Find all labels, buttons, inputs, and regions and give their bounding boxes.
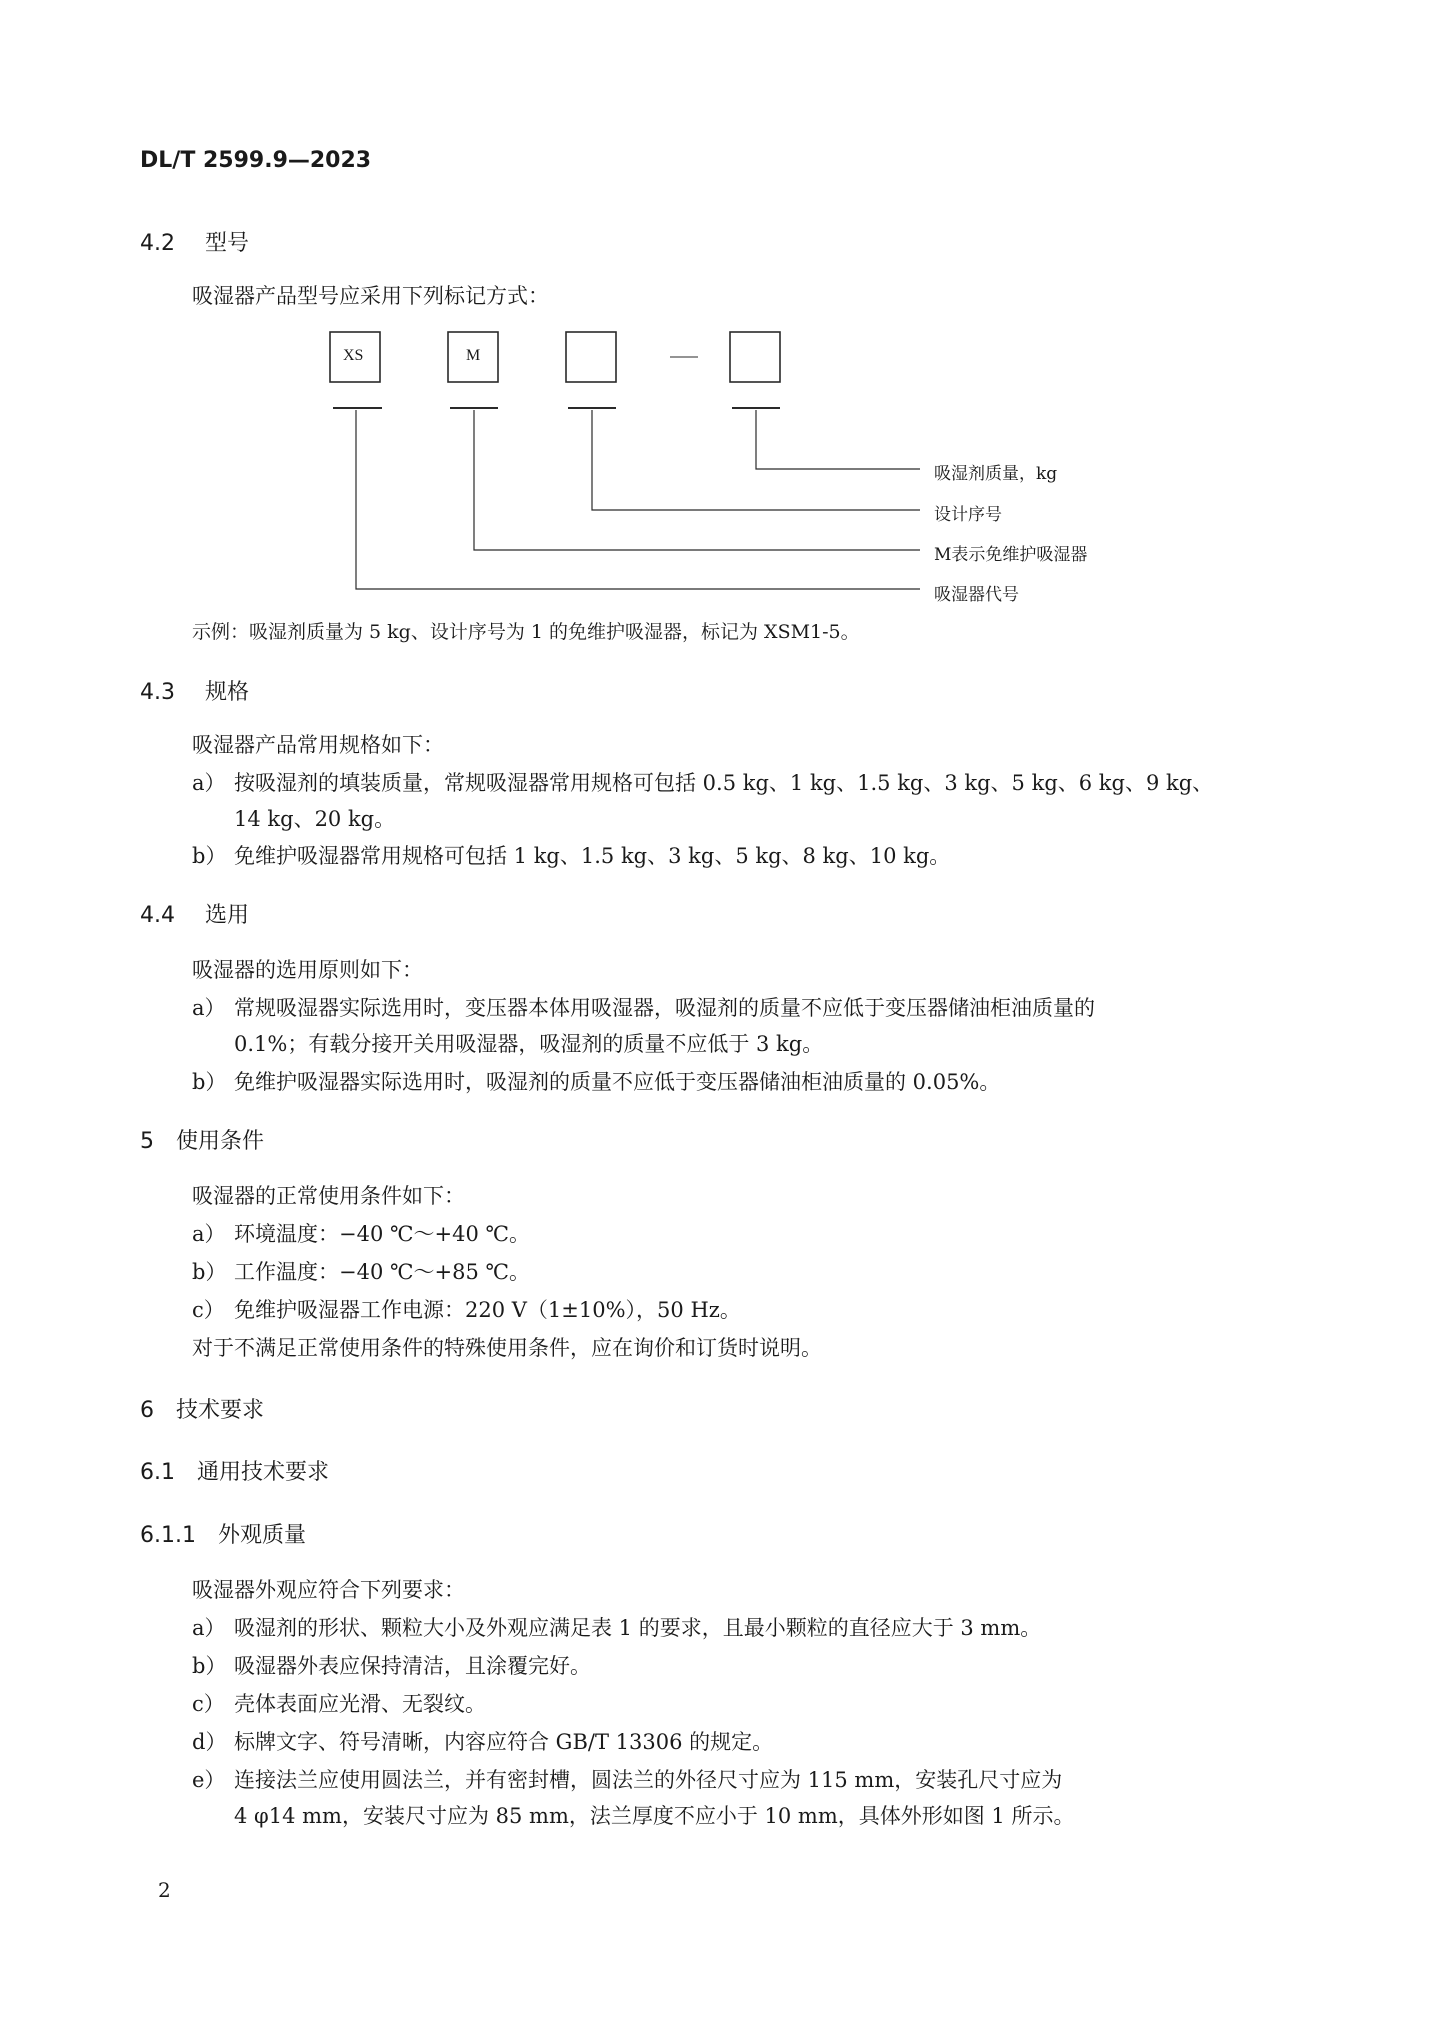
list-label: c） bbox=[192, 1298, 225, 1322]
section-number: 4.2 bbox=[140, 231, 175, 256]
section-heading-6-1-1 bbox=[140, 1518, 306, 1549]
section-title: 型号 bbox=[205, 231, 250, 256]
section-number: 4.3 bbox=[140, 680, 175, 705]
leader-line bbox=[756, 410, 920, 469]
list-label: c） bbox=[192, 1692, 225, 1716]
box-label-xs: XS bbox=[343, 347, 364, 364]
section-heading-4-4 bbox=[140, 898, 249, 929]
list-item: 免维护吸湿器工作电源：220 V（1±10%），50 Hz。 bbox=[234, 1298, 741, 1322]
list-label: b） bbox=[192, 1070, 227, 1094]
list-item: 连接法兰应使用圆法兰，并有密封槽，圆法兰的外径尺寸应为 115 mm，安装孔尺寸应为 bbox=[234, 1768, 1063, 1792]
section-heading-4-3 bbox=[140, 675, 249, 706]
section-number: 4.4 bbox=[140, 903, 175, 928]
section-heading-6-1 bbox=[140, 1455, 329, 1486]
legend-product-code: 吸湿器代号 bbox=[934, 585, 1019, 605]
list-item: 工作温度：−40 ℃～+85 ℃。 bbox=[234, 1260, 530, 1284]
paragraph: 吸湿器的选用原则如下： bbox=[192, 958, 423, 982]
section-title: 选用 bbox=[205, 903, 250, 928]
list-item: 免维护吸湿器实际选用时，吸湿剂的质量不应低于变压器储油柜油质量的 0.05%。 bbox=[234, 1070, 1001, 1094]
list-item-continued: 14 kg、20 kg。 bbox=[234, 807, 396, 831]
section-title: 技术要求 bbox=[176, 1398, 265, 1423]
leader-line bbox=[474, 410, 920, 550]
list-label: d） bbox=[192, 1730, 227, 1754]
section-title: 规格 bbox=[205, 680, 250, 705]
section-title: 外观质量 bbox=[217, 1523, 306, 1548]
legend-maintenance-free: M表示免维护吸湿器 bbox=[934, 545, 1088, 565]
list-label: a） bbox=[192, 996, 226, 1020]
example-note: 示例：吸湿剂质量为 5 kg、设计序号为 1 的免维护吸湿器，标记为 XSM1-5。 bbox=[192, 621, 860, 643]
code-box bbox=[730, 332, 780, 382]
paragraph: 吸湿器的正常使用条件如下： bbox=[192, 1184, 465, 1208]
page-number: 2 bbox=[158, 1878, 171, 1902]
list-item: 标牌文字、符号清晰，内容应符合 GB/T 13306 的规定。 bbox=[234, 1730, 774, 1754]
list-item: 壳体表面应光滑、无裂纹。 bbox=[234, 1692, 486, 1716]
list-label: a） bbox=[192, 771, 226, 795]
leader-line bbox=[356, 410, 920, 589]
box-label-m: M bbox=[466, 347, 481, 364]
legend-design-serial: 设计序号 bbox=[934, 505, 1002, 525]
list-item-continued: 0.1%；有载分接开关用吸湿器，吸湿剂的质量不应低于 3 kg。 bbox=[234, 1032, 824, 1056]
standard-code: DL/T 2599.9—2023 bbox=[140, 148, 372, 173]
section-number: 5 bbox=[140, 1129, 154, 1154]
section-number: 6.1 bbox=[140, 1460, 175, 1485]
list-item-continued: 4 φ14 mm，安装尺寸应为 85 mm，法兰厚度不应小于 10 mm，具体外形如图 1 所示。 bbox=[234, 1804, 1075, 1828]
paragraph: 吸湿器产品型号应采用下列标记方式： bbox=[192, 284, 549, 308]
section-heading-6 bbox=[140, 1393, 264, 1424]
paragraph: 对于不满足正常使用条件的特殊使用条件，应在询价和订货时说明。 bbox=[192, 1336, 822, 1360]
code-box bbox=[566, 332, 616, 382]
list-item: 吸湿剂的形状、颗粒大小及外观应满足表 1 的要求，且最小颗粒的直径应大于 3 mm。 bbox=[234, 1616, 1042, 1640]
list-label: b） bbox=[192, 844, 227, 868]
legend-desiccant-mass: 吸湿剂质量，kg bbox=[934, 464, 1058, 484]
section-heading-5 bbox=[140, 1124, 264, 1155]
list-item: 环境温度：−40 ℃～+40 ℃。 bbox=[234, 1222, 530, 1246]
list-label: b） bbox=[192, 1654, 227, 1678]
list-label: a） bbox=[192, 1222, 226, 1246]
list-label: b） bbox=[192, 1260, 227, 1284]
section-number: 6 bbox=[140, 1398, 154, 1423]
section-title: 使用条件 bbox=[176, 1129, 265, 1154]
list-item: 常规吸湿器实际选用时，变压器本体用吸湿器，吸湿剂的质量不应低于变压器储油柜油质量的 bbox=[234, 996, 1095, 1020]
paragraph: 吸湿器产品常用规格如下： bbox=[192, 733, 444, 757]
list-item: 按吸湿剂的填装质量，常规吸湿器常用规格可包括 0.5 kg、1 kg、1.5 kg、3 kg、5 kg、6 kg、9 kg、 bbox=[234, 771, 1214, 795]
list-label: e） bbox=[192, 1768, 226, 1792]
section-title: 通用技术要求 bbox=[197, 1460, 330, 1485]
list-label: a） bbox=[192, 1616, 226, 1640]
list-item: 免维护吸湿器常用规格可包括 1 kg、1.5 kg、3 kg、5 kg、8 kg、10 kg。 bbox=[234, 844, 951, 868]
section-number: 6.1.1 bbox=[140, 1523, 196, 1548]
paragraph: 吸湿器外观应符合下列要求： bbox=[192, 1578, 465, 1602]
list-item: 吸湿器外表应保持清洁，且涂覆完好。 bbox=[234, 1654, 591, 1678]
